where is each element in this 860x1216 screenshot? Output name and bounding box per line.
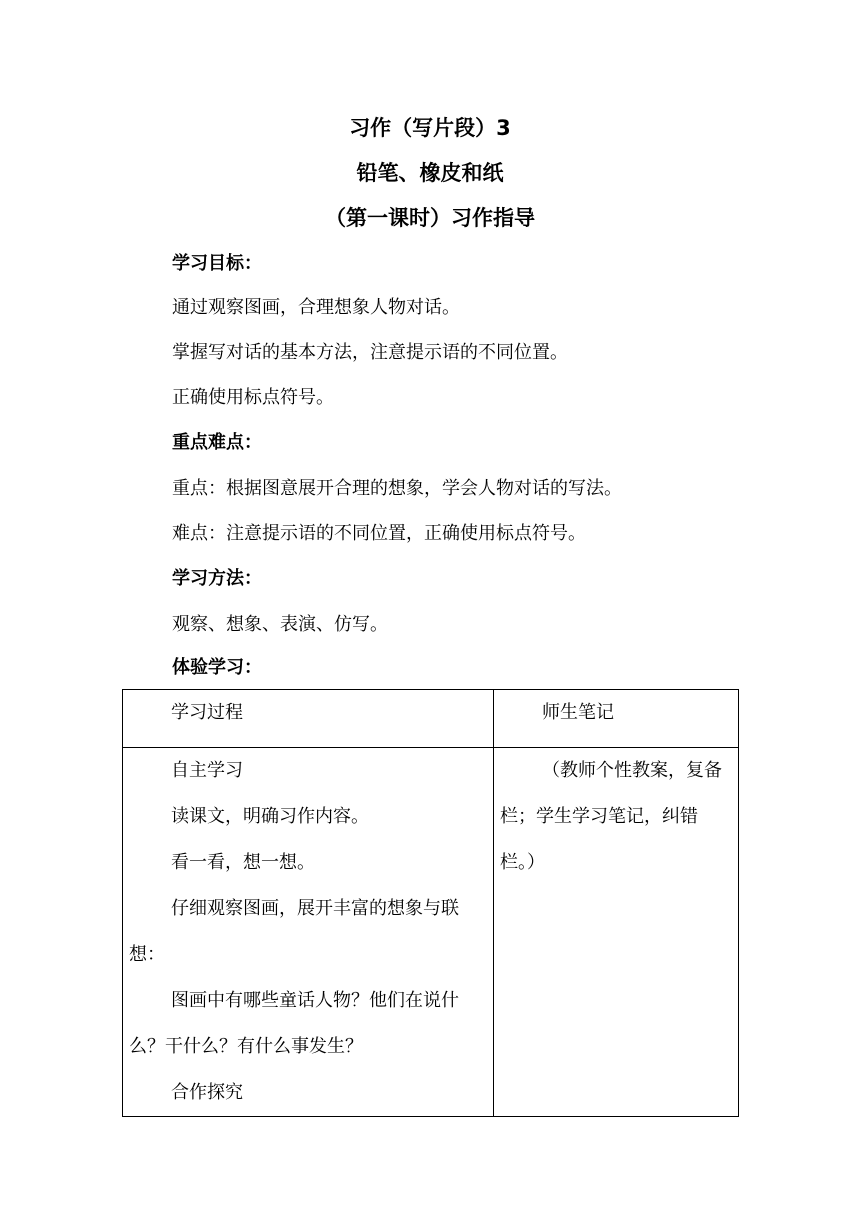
notes-text: （教师个性教案，复备栏；学生学习笔记，纠错栏。）	[500, 760, 722, 873]
experience-heading: 体验学习：	[172, 657, 262, 678]
objectives-heading: 学习目标：	[172, 253, 262, 274]
doc-subtitle: 铅笔、橡皮和纸	[356, 161, 504, 185]
process-line: 仔细观察图画，展开丰富的想象与联想：	[129, 898, 459, 965]
process-line: 看一看，想一想。	[171, 852, 315, 873]
table-header-row	[123, 690, 739, 748]
process-line: 图画中有哪些童话人物？他们在说什么？干什么？有什么事发生？	[129, 990, 459, 1057]
keypoints-heading: 重点难点：	[172, 432, 262, 453]
doc-title: 习作（写片段）3	[349, 116, 511, 140]
methods-heading: 学习方法：	[172, 568, 262, 589]
objective-item: 掌握写对话的基本方法，注意提示语的不同位置。	[172, 342, 568, 363]
notes-column-header: 师生笔记	[494, 690, 739, 748]
objective-item: 通过观察图画，合理想象人物对话。	[172, 297, 460, 318]
focus-text: 重点：根据图意展开合理的想象，学会人物对话的写法。	[172, 478, 622, 499]
lesson-title: （第一课时）习作指导	[325, 206, 535, 230]
process-column-header: 学习过程	[123, 690, 494, 748]
process-line: 读课文，明确习作内容。	[171, 806, 369, 827]
process-line: 合作探究	[171, 1082, 243, 1103]
methods-text: 观察、想象、表演、仿写。	[172, 614, 388, 635]
difficulty-text: 难点：注意提示语的不同位置，正确使用标点符号。	[172, 523, 586, 544]
experience-table	[122, 689, 739, 1117]
notes-cell	[494, 748, 739, 1117]
process-cell	[123, 748, 494, 1117]
objective-item: 正确使用标点符号。	[172, 387, 334, 408]
process-line: 自主学习	[171, 760, 243, 781]
table-row	[123, 748, 739, 1117]
